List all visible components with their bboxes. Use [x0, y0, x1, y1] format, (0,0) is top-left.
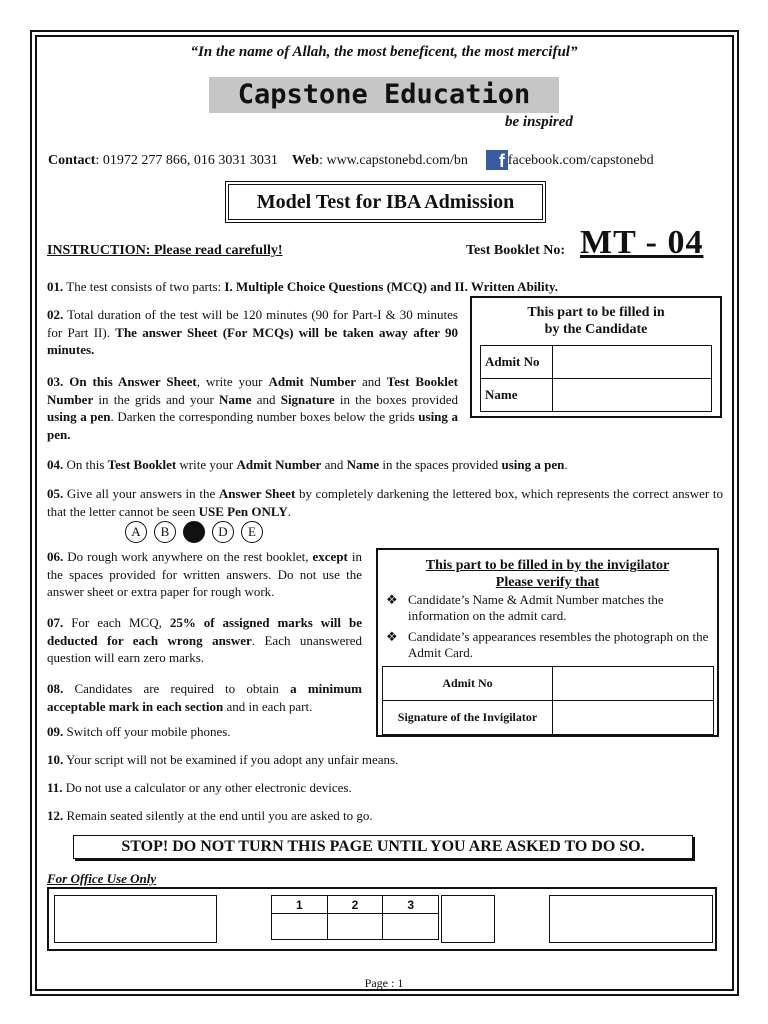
- office-grid-col-1: 1: [272, 896, 328, 914]
- candidate-admit-field[interactable]: [553, 346, 712, 379]
- booklet-number: MT - 04: [580, 224, 704, 261]
- list-item: ❖ Candidate’s appearances resembles the photograph on the Admit Card.: [386, 629, 709, 660]
- instruction-05: 05. Give all your answers in the Answer Sheet by completely darkening the lettered box, which represents the correct answer to that the letter cannot be seen USE Pen ONLY.: [47, 486, 724, 519]
- web-label: Web: [291, 153, 320, 168]
- candidate-admit-label: Admit No: [481, 346, 553, 379]
- invigilator-table: [382, 666, 714, 735]
- office-grid: [271, 895, 439, 940]
- office-box-right: [549, 895, 713, 943]
- brand-tagline: be inspired: [505, 114, 573, 130]
- invigilator-signature-field[interactable]: [553, 701, 714, 735]
- candidate-box-heading: This part to be filled in by the Candidate: [527, 305, 665, 337]
- instruction-02: 02. Total duration of the test will be 120 minutes (90 for Part-I & 30 minutes for Part II). The answer Sheet (For MCQs) will be taken away after 90 minutes.: [47, 307, 458, 357]
- list-item: ❖ Candidate’s Name & Admit Number matches the information on the admit card.: [386, 592, 664, 623]
- instruction-12: 12. Remain seated silently at the end until you are asked to go.: [47, 808, 373, 823]
- instruction-heading: INSTRUCTION: Please read carefully!: [47, 243, 283, 258]
- invigilator-signature-label: Signature of the Invigilator: [383, 701, 553, 735]
- office-grid-cell[interactable]: [327, 914, 383, 940]
- office-grid-col-2: 2: [327, 896, 383, 914]
- test-title: Model Test for IBA Admission: [228, 184, 543, 220]
- stop-notice: STOP! DO NOT TURN THIS PAGE UNTIL YOU ARE ASKED TO DO SO.: [73, 835, 693, 859]
- instruction-06: 06. Do rough work anywhere on the rest booklet, except in the spaces provided for written answers. Do not use the answer sheet or extra paper for rough work.: [47, 549, 362, 599]
- bubble-c-filled: [183, 521, 205, 543]
- brand-name: Capstone Education: [209, 77, 559, 113]
- answer-bubbles-example: [125, 521, 263, 543]
- instruction-09: 09. Switch off your mobile phones.: [47, 724, 231, 739]
- bullet-icon: ❖: [386, 629, 398, 644]
- booklet-label: Test Booklet No:: [466, 243, 566, 258]
- office-grid-cell[interactable]: [272, 914, 328, 940]
- invigilator-box: [376, 548, 719, 737]
- invigilator-box-heading: This part to be filled in by the invigilator Please verify that: [425, 558, 670, 590]
- office-box-middle: [441, 895, 495, 943]
- page-number: Page : 1: [364, 976, 404, 990]
- test-title-box: [225, 181, 546, 223]
- invigilator-checklist: [386, 592, 714, 666]
- office-use-frame: [47, 887, 717, 951]
- contact-line: [48, 150, 654, 170]
- office-box-left: [54, 895, 217, 943]
- instruction-08: 08. Candidates are required to obtain a minimum acceptable mark in each section and in each part.: [47, 681, 362, 714]
- instruction-11: 11. Do not use a calculator or any other electronic devices.: [47, 780, 352, 795]
- candidate-box: [470, 296, 722, 418]
- bubble-b: B: [154, 521, 176, 543]
- bullet-icon: ❖: [386, 592, 398, 607]
- facebook-icon: f: [486, 150, 508, 170]
- bubble-e: E: [241, 521, 263, 543]
- instruction-07: 07. For each MCQ, 25% of assigned marks will be deducted for each wrong answer. Each unanswered question will earn zero marks.: [47, 615, 362, 665]
- invigilator-admit-label: Admit No: [383, 667, 553, 701]
- candidate-name-label: Name: [481, 379, 553, 412]
- web-url: : www.capstonebd.com/bn: [319, 153, 468, 168]
- instruction-10: 10. Your script will not be examined if you adopt any unfair means.: [47, 752, 399, 767]
- contact-label: Contact: [48, 153, 96, 168]
- facebook-url: facebook.com/capstonebd: [507, 153, 654, 168]
- invigilator-admit-field[interactable]: [553, 667, 714, 701]
- bubble-a: A: [125, 521, 147, 543]
- office-use-label: For Office Use Only: [47, 871, 157, 886]
- instruction-04: 04. On this Test Booklet write your Admit Number and Name in the spaces provided using a pen.: [47, 457, 568, 472]
- bubble-d: D: [212, 521, 234, 543]
- candidate-table: [480, 345, 712, 412]
- instruction-03: 03. On this Answer Sheet, write your Admit Number and Test Booklet Number in the grids and your Name and Signature in the boxes provided using a pen. Darken the corresponding number boxes below the grids using a pen.: [47, 374, 459, 442]
- candidate-name-field[interactable]: [553, 379, 712, 412]
- contact-numbers: : 01972 277 866, 016 3031 3031: [95, 153, 278, 168]
- office-grid-cell[interactable]: [383, 914, 439, 940]
- bismillah-heading: “In the name of Allah, the most beneficent, the most merciful”: [190, 44, 578, 60]
- instruction-01: 01. The test consists of two parts: I. Multiple Choice Questions (MCQ) and II. Written Ability.: [47, 279, 558, 294]
- office-grid-col-3: 3: [383, 896, 439, 914]
